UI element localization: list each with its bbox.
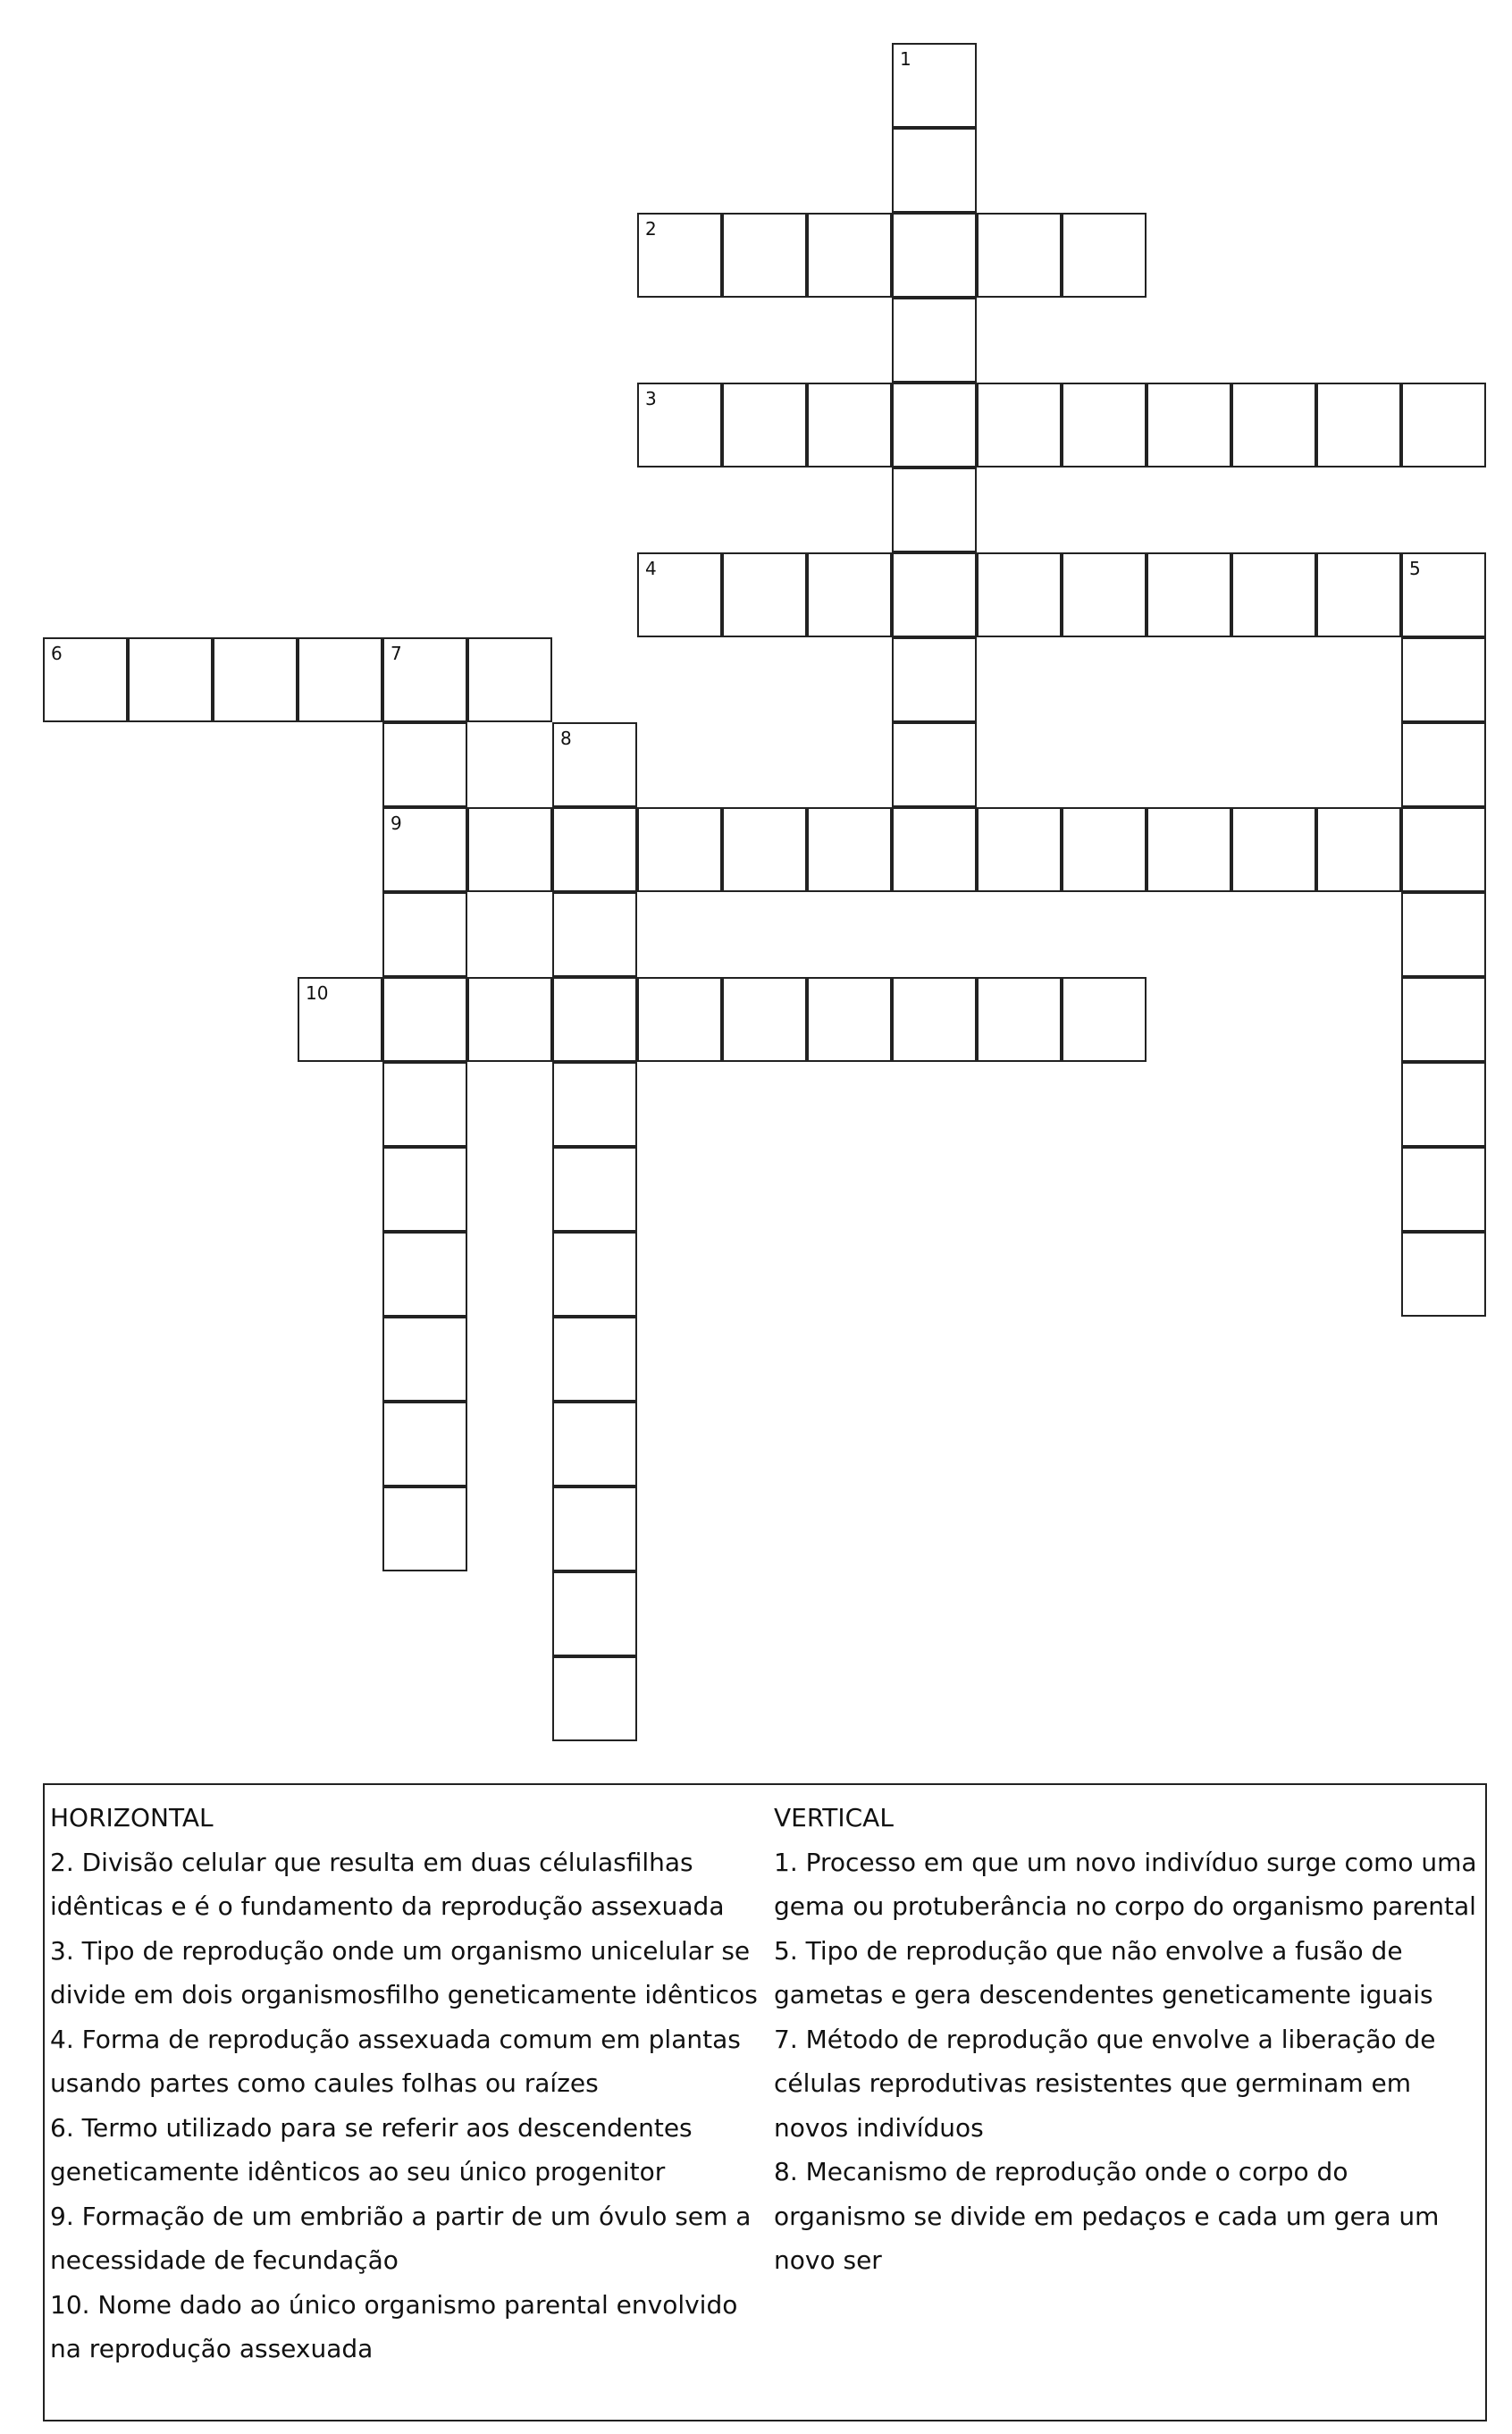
crossword-cell[interactable] xyxy=(637,807,722,892)
crossword-cell[interactable] xyxy=(1401,637,1486,722)
crossword-cell[interactable] xyxy=(807,383,892,467)
crossword-cell[interactable] xyxy=(382,722,467,807)
crossword-cell[interactable] xyxy=(552,722,637,807)
crossword-cell[interactable] xyxy=(552,1317,637,1402)
crossword-cell[interactable] xyxy=(552,1062,637,1147)
crossword-cell[interactable] xyxy=(892,637,977,722)
crossword-cell[interactable] xyxy=(722,383,807,467)
crossword-cell[interactable] xyxy=(977,807,1062,892)
crossword-cell[interactable] xyxy=(382,1487,467,1571)
crossword-cell[interactable] xyxy=(1062,977,1147,1062)
crossword-cell[interactable] xyxy=(892,722,977,807)
crossword-cell[interactable] xyxy=(298,637,382,722)
clues-box xyxy=(43,1783,1487,2421)
crossword-cell[interactable] xyxy=(467,807,552,892)
crossword-cell[interactable] xyxy=(1316,807,1401,892)
crossword-cell[interactable] xyxy=(1316,552,1401,637)
crossword-cell[interactable] xyxy=(722,213,807,298)
crossword-cell[interactable] xyxy=(552,1487,637,1571)
crossword-cell[interactable] xyxy=(1401,552,1486,637)
clue-v-5: 5. Tipo de reprodução que não envolve a fusão de gametas e gera descendentes geneticamente iguais xyxy=(774,1935,1433,2009)
crossword-cell[interactable] xyxy=(1147,383,1231,467)
clue-number: 9 xyxy=(391,813,402,834)
crossword-cell[interactable] xyxy=(467,637,552,722)
horizontal-clues xyxy=(50,1796,765,2371)
crossword-cell[interactable] xyxy=(552,977,637,1062)
clue-number: 2 xyxy=(645,218,657,240)
crossword-cell[interactable] xyxy=(552,1232,637,1317)
crossword-cell[interactable] xyxy=(552,1656,637,1741)
crossword-cell[interactable] xyxy=(1401,892,1486,977)
crossword-cell[interactable] xyxy=(552,807,637,892)
crossword-cell[interactable] xyxy=(977,977,1062,1062)
clue-h-2: 2. Divisão celular que resulta em duas célulasfilhas idênticas e é o fundamento da reprodução assexuada xyxy=(50,1847,725,1921)
crossword-cell[interactable] xyxy=(1062,807,1147,892)
vertical-clues xyxy=(774,1796,1480,2283)
horizontal-heading: HORIZONTAL xyxy=(50,1803,214,1832)
crossword-cell[interactable] xyxy=(1062,552,1147,637)
crossword-cell[interactable] xyxy=(552,892,637,977)
crossword-cell[interactable] xyxy=(892,467,977,552)
crossword-cell[interactable] xyxy=(892,213,977,298)
crossword-cell[interactable] xyxy=(552,1571,637,1656)
crossword-cell[interactable] xyxy=(1401,383,1486,467)
clue-number: 8 xyxy=(560,728,572,749)
clue-v-7: 7. Método de reprodução que envolve a liberação de células reprodutivas resistentes que germinam em novos indivíduos xyxy=(774,2024,1436,2143)
crossword-cell[interactable] xyxy=(382,637,467,722)
clue-v-8: 8. Mecanismo de reprodução onde o corpo do organismo se divide em pedaços e cada um gera um novo ser xyxy=(774,2157,1440,2275)
crossword-cell[interactable] xyxy=(213,637,298,722)
crossword-cell[interactable] xyxy=(1062,383,1147,467)
clue-h-9: 9. Formação de um embrião a partir de um óvulo sem a necessidade de fecundação xyxy=(50,2201,752,2275)
crossword-cell[interactable] xyxy=(382,1062,467,1147)
crossword-cell[interactable] xyxy=(977,213,1062,298)
crossword-cell[interactable] xyxy=(552,1147,637,1232)
crossword-cell[interactable] xyxy=(1401,1232,1486,1317)
crossword-cell[interactable] xyxy=(977,383,1062,467)
crossword-cell[interactable] xyxy=(1401,977,1486,1062)
crossword-cell[interactable] xyxy=(637,213,722,298)
crossword-cell[interactable] xyxy=(382,1147,467,1232)
crossword-cell[interactable] xyxy=(722,977,807,1062)
crossword-cell[interactable] xyxy=(892,383,977,467)
clue-h-4: 4. Forma de reprodução assexuada comum em plantas usando partes como caules folhas ou raízes xyxy=(50,2024,741,2098)
crossword-cell[interactable] xyxy=(637,552,722,637)
crossword-cell[interactable] xyxy=(637,977,722,1062)
crossword-cell[interactable] xyxy=(298,977,382,1062)
crossword-cell[interactable] xyxy=(892,552,977,637)
crossword-cell[interactable] xyxy=(1147,807,1231,892)
crossword-cell[interactable] xyxy=(807,213,892,298)
crossword-cell[interactable] xyxy=(1147,552,1231,637)
crossword-cell[interactable] xyxy=(1401,807,1486,892)
crossword-cell[interactable] xyxy=(552,1402,637,1487)
crossword-cell[interactable] xyxy=(382,977,467,1062)
vertical-heading: VERTICAL xyxy=(774,1803,894,1832)
crossword-cell[interactable] xyxy=(382,1232,467,1317)
crossword-cell[interactable] xyxy=(892,977,977,1062)
crossword-cell[interactable] xyxy=(892,128,977,213)
crossword-cell[interactable] xyxy=(977,552,1062,637)
crossword-cell[interactable] xyxy=(807,807,892,892)
clue-number: 10 xyxy=(306,982,329,1004)
crossword-cell[interactable] xyxy=(382,1402,467,1487)
clue-number: 6 xyxy=(51,643,63,664)
crossword-cell[interactable] xyxy=(43,637,128,722)
crossword-cell[interactable] xyxy=(1231,552,1316,637)
clue-h-6: 6. Termo utilizado para se referir aos descendentes geneticamente idênticos ao seu único progenitor xyxy=(50,2112,693,2186)
clue-h-10: 10. Nome dado ao único organismo parental envolvido na reprodução assexuada xyxy=(50,2289,738,2363)
clue-number: 1 xyxy=(900,48,911,70)
crossword-cell[interactable] xyxy=(1231,807,1316,892)
crossword-cell[interactable] xyxy=(892,298,977,383)
clue-number: 5 xyxy=(1409,558,1421,579)
clue-number: 4 xyxy=(645,558,657,579)
crossword-cell[interactable] xyxy=(382,892,467,977)
crossword-cell[interactable] xyxy=(467,977,552,1062)
crossword-cell[interactable] xyxy=(382,1317,467,1402)
crossword-cell[interactable] xyxy=(1231,383,1316,467)
clue-number: 3 xyxy=(645,388,657,409)
crossword-cell[interactable] xyxy=(892,43,977,128)
crossword-cell[interactable] xyxy=(807,977,892,1062)
clue-number: 7 xyxy=(391,643,402,664)
crossword-cell[interactable] xyxy=(1401,1062,1486,1147)
crossword-cell[interactable] xyxy=(1401,1147,1486,1232)
crossword-cell[interactable] xyxy=(807,552,892,637)
crossword-cell[interactable] xyxy=(128,637,213,722)
crossword-cell[interactable] xyxy=(1401,722,1486,807)
clue-v-1: 1. Processo em que um novo indivíduo surge como uma gema ou protuberância no corpo do organismo parental xyxy=(774,1847,1477,1921)
crossword-cell[interactable] xyxy=(382,807,467,892)
crossword-cell[interactable] xyxy=(722,552,807,637)
crossword-cell[interactable] xyxy=(1316,383,1401,467)
crossword-cell[interactable] xyxy=(1062,213,1147,298)
crossword-cell[interactable] xyxy=(722,807,807,892)
clue-h-3: 3. Tipo de reprodução onde um organismo unicelular se divide em dois organismosfilho geneticamente idênticos xyxy=(50,1935,758,2009)
crossword-cell[interactable] xyxy=(637,383,722,467)
crossword-cell[interactable] xyxy=(892,807,977,892)
